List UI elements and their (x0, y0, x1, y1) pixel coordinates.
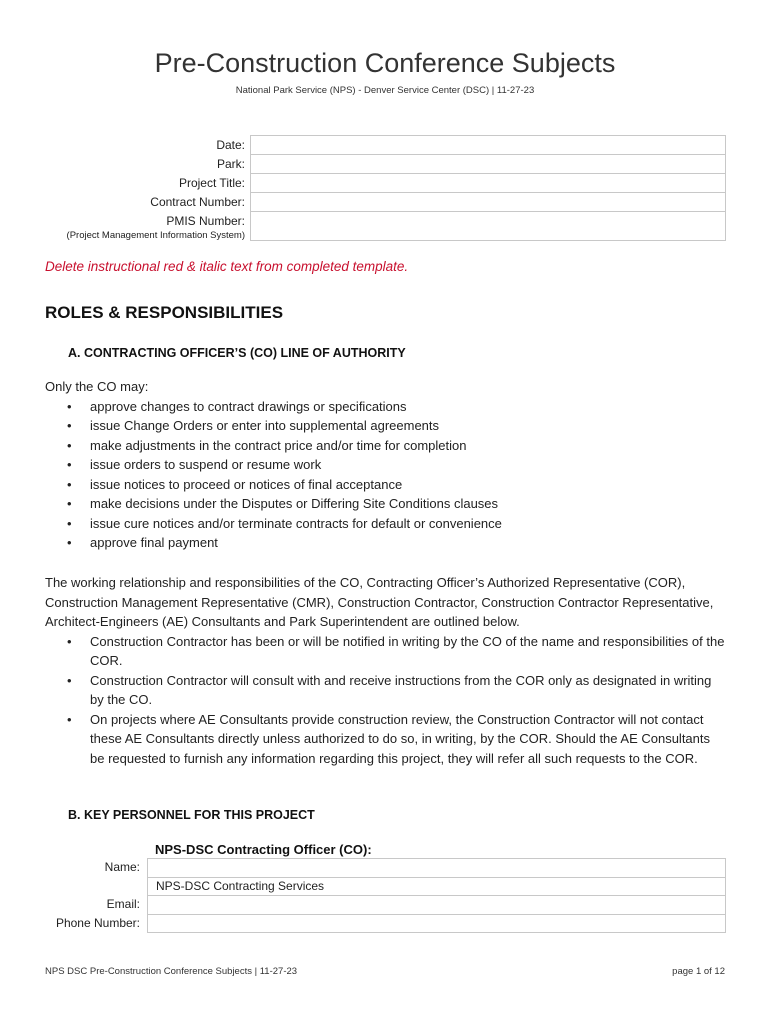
co-org-field[interactable]: NPS-DSC Contracting Services (148, 878, 725, 897)
list-item: • Construction Contractor will consult with and receive instructions from the COR only as designated in writing by the CO. (45, 671, 725, 710)
relationship-list (45, 632, 725, 769)
name-label: Name: (104, 860, 140, 874)
section-b-heading: B. KEY PERSONNEL FOR THIS PROJECT (68, 808, 315, 822)
project-title-label: Project Title: (178, 176, 245, 190)
co-phone-field[interactable] (148, 915, 725, 933)
pmis-number-field[interactable] (251, 212, 725, 240)
list-item: • issue cure notices and/or terminate contracts for default or convenience (45, 514, 725, 534)
page-subtitle: National Park Service (NPS) - Denver Service Center (DSC) | 11-27-23 (235, 85, 535, 96)
list-item: • Construction Contractor has been or will be notified in writing by the CO of the name and responsibilities of the COR. (45, 632, 725, 671)
relationship-text: The working relationship and responsibilities of the CO, Contracting Officer’s Authorized Representative (COR), Construction Management Representative (CMR), Construction Contractor, Construction Contractor Representative, Architect-Engineers (AE) Consultants and Park Superintendent are outlined below. (45, 575, 714, 629)
relationship-section (45, 573, 725, 768)
list-item: • On projects where AE Consultants provide construction review, the Construction Contractor will not contact these AE Consultants directly unless authorized to do so, in writing, by the COR. Should the AE Consultants be requested to furnish any information regarding this project, they will refer all such requests to the COR. (45, 710, 725, 769)
instruction-text: Delete instructional red & italic text from completed template. (45, 259, 409, 274)
date-label: Date: (216, 138, 245, 152)
section-a-authority (45, 377, 725, 553)
email-label: Email: (106, 897, 140, 911)
park-label: Park: (216, 157, 245, 171)
list-item: • issue orders to suspend or resume work (45, 455, 725, 475)
project-info-labels (40, 136, 245, 244)
list-item: • issue Change Orders or enter into supplemental agreements (45, 416, 725, 436)
phone-label: Phone Number: (55, 915, 140, 930)
date-field[interactable] (251, 136, 725, 155)
section-a-heading: A. CONTRACTING OFFICER’S (CO) LINE OF AUTHORITY (68, 346, 406, 360)
roles-heading: ROLES & RESPONSIBILITIES (45, 303, 284, 322)
co-name-field[interactable] (148, 859, 725, 878)
list-item: • make decisions under the Disputes or Differing Site Conditions clauses (45, 494, 725, 514)
pmis-number-label: PMIS Number: (166, 214, 245, 228)
contract-number-label: Contract Number: (150, 195, 245, 209)
project-title-field[interactable] (251, 174, 725, 193)
authority-list (45, 397, 725, 553)
list-item: • make adjustments in the contract price and/or time for completion (45, 436, 725, 456)
park-field[interactable] (251, 155, 725, 174)
list-item: • approve final payment (45, 533, 725, 553)
list-item: • issue notices to proceed or notices of final acceptance (45, 475, 725, 495)
co-heading: NPS-DSC Contracting Officer (CO): (155, 842, 372, 857)
authority-intro: Only the CO may: (45, 379, 149, 394)
page-title: Pre-Construction Conference Subjects (154, 48, 616, 78)
footer-document-title: NPS DSC Pre-Construction Conference Subjects | 11-27-23 (45, 966, 298, 977)
list-item: • approve changes to contract drawings or specifications (45, 397, 725, 417)
pmis-note: (Project Management Information System) (66, 230, 245, 241)
key-personnel-fields (147, 858, 726, 933)
footer-page-number: page 1 of 12 (672, 966, 725, 977)
co-email-field[interactable] (148, 896, 725, 915)
key-personnel-labels (40, 858, 140, 932)
org-label-spacer (40, 877, 140, 896)
contract-number-field[interactable] (251, 193, 725, 212)
project-info-fields (250, 135, 726, 241)
